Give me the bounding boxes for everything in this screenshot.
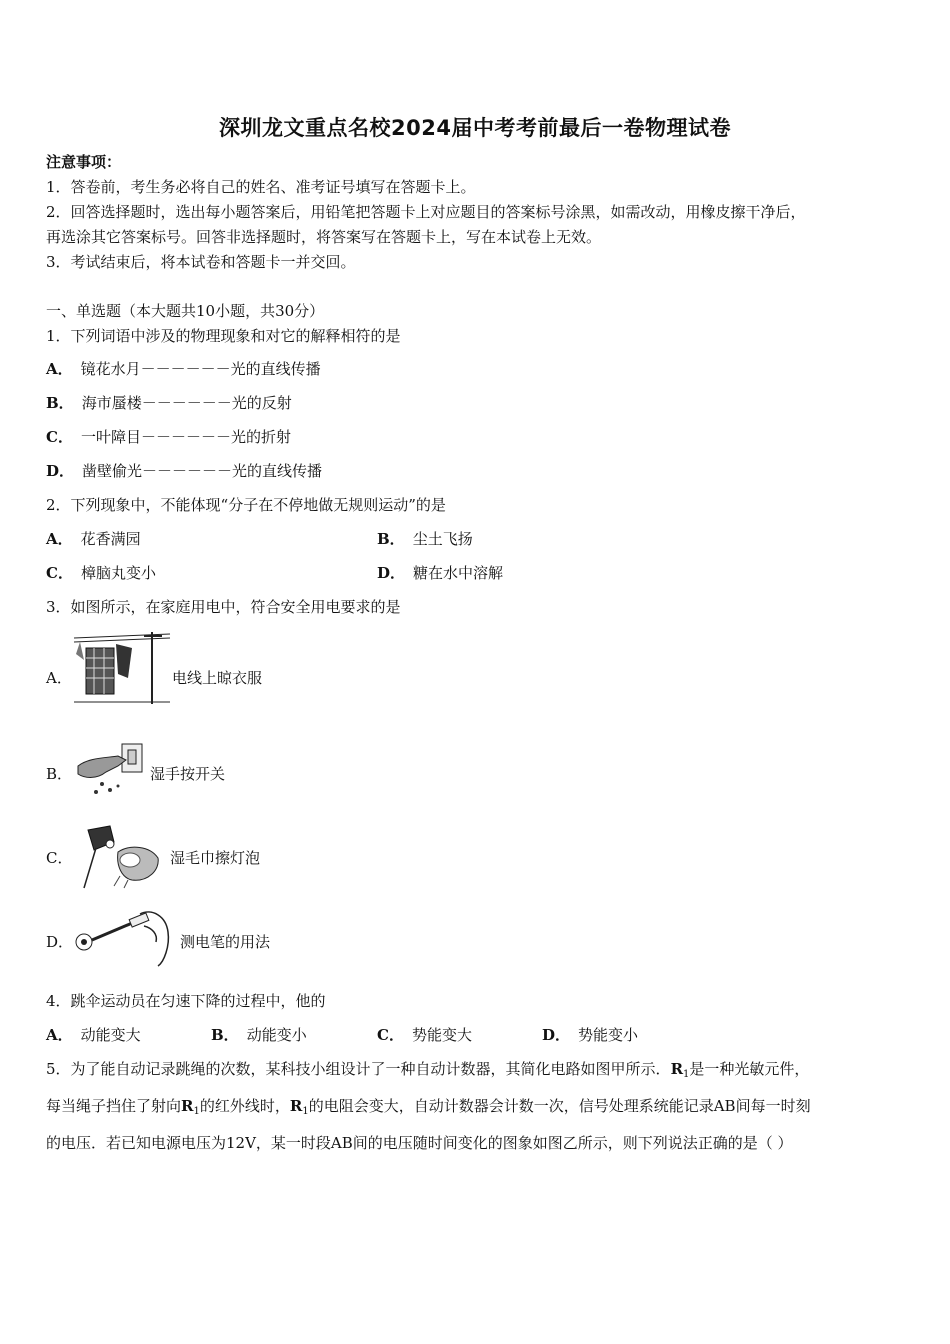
option-text: 势能变大 [411,1026,472,1044]
q2-option-c[interactable] [46,563,156,583]
q3-option-c-text: 湿毛巾擦灯泡 [170,849,261,867]
notice-line-3: 再选涂其它答案标号。回答非选择题时，将答案写在答题卡上，写在本试卷上无效。 [46,228,602,246]
q3-option-a-text: 电线上晾衣服 [172,669,263,687]
option-label: D． [377,564,406,582]
q5-stem-line-1 [46,1059,809,1085]
q4-option-c[interactable] [377,1025,472,1045]
option-label: B． [46,394,74,412]
option-text: 动能变大 [80,1026,141,1044]
option-label: D． [46,462,75,480]
r1-subscript: 1 [193,1106,200,1117]
q5-text: 的电阻会变大，自动计数器会计数一次，信号处理系统能记录AB间每一时刻 [308,1097,811,1115]
notice-line-4: 3．考试结束后，将本试卷和答题卡一并交回。 [46,253,356,271]
option-text: 樟脑丸变小 [80,564,156,582]
q3-option-d-label[interactable]: D． [46,933,74,951]
q2-option-d[interactable] [377,563,503,583]
q3-option-b-label[interactable]: B． [46,765,73,783]
r1-symbol: R [670,1060,684,1078]
option-text: 凿壁偷光－－－－－－光的直线传播 [82,462,323,480]
option-text: 糖在水中溶解 [413,564,504,582]
r1-subscript: 1 [302,1106,309,1117]
option-label: D． [542,1026,571,1044]
q5-text: 的红外线时， [199,1097,290,1115]
notice-heading: 注意事项： [46,153,122,171]
option-text: 一叶障目－－－－－－光的折射 [80,428,291,446]
r1-symbol: R [181,1097,194,1115]
r1-subscript: 1 [683,1069,690,1080]
q5-text: 是一种光敏元件， [689,1060,810,1078]
option-label: C． [377,1026,404,1044]
option-text: 镜花水月－－－－－－光的直线传播 [80,360,321,378]
option-label: A． [46,360,73,378]
q3-option-c-label[interactable]: C． [46,849,73,867]
q2-option-b[interactable] [377,529,473,549]
q4-option-a[interactable] [46,1025,141,1045]
option-text: 动能变小 [246,1026,307,1044]
option-text: 花香满园 [80,530,141,548]
q1-option-b[interactable] [46,393,292,413]
test-pen-illustration [74,904,174,968]
wet-hand-switch-illustration [74,740,146,798]
q3-stem: 3．如图所示，在家庭用电中，符合安全用电要求的是 [46,598,401,616]
q1-stem: 1．下列词语中涉及的物理现象和对它的解释相符的是 [46,327,401,345]
q1-option-a[interactable] [46,359,321,379]
notice-line-1: 1．答卷前，考生务必将自己的姓名、准考证号填写在答题卡上。 [46,178,476,196]
clothes-on-wire-illustration [72,630,172,706]
r1-symbol: R [289,1097,303,1115]
notice-line-2: 2．回答选择题时，选出每小题答案后，用铅笔把答题卡上对应题目的答案标号涂黑，如需改动，用橡皮擦干净后， [46,203,806,221]
q1-option-c[interactable] [46,427,291,447]
option-label: C． [46,564,73,582]
option-text: 尘土飞扬 [412,530,473,548]
q5-stem-line-2 [46,1096,811,1122]
q2-stem: 2．下列现象中，不能体现“分子在不停地做无规则运动”的是 [46,496,446,514]
lamp-towel-illustration [74,822,166,890]
q4-option-b[interactable] [211,1025,307,1045]
option-label: B． [211,1026,239,1044]
option-label: B． [377,530,405,548]
section-heading: 一、单选题（本大题共10小题，共30分） [46,302,325,320]
q5-text: 5．为了能自动记录跳绳的次数，某科技小组设计了一种自动计数器，其简化电路如图甲所示． [46,1060,671,1078]
option-label: A． [46,1026,73,1044]
q4-stem: 4．跳伞运动员在匀速下降的过程中，他的 [46,992,326,1010]
option-text: 势能变小 [578,1026,639,1044]
q5-stem-line-3: 的电压．若已知电源电压为12V，某一时段AB间的电压随时间变化的图象如图乙所示，则下列说法正确的是（ ） [46,1134,793,1152]
option-label: A． [46,530,73,548]
q3-option-a-label[interactable]: A． [46,669,72,687]
q3-option-d-text: 测电笔的用法 [180,933,271,951]
q3-option-b-text: 湿手按开关 [150,765,226,783]
q5-text: 每当绳子挡住了射向 [46,1097,182,1115]
option-text: 海市蜃楼－－－－－－光的反射 [81,394,292,412]
q1-option-d[interactable] [46,461,322,481]
q2-option-a[interactable] [46,529,141,549]
exam-title: 深圳龙文重点名校2024届中考考前最后一卷物理试卷 [219,116,731,140]
q4-option-d[interactable] [542,1025,638,1045]
option-label: C． [46,428,73,446]
